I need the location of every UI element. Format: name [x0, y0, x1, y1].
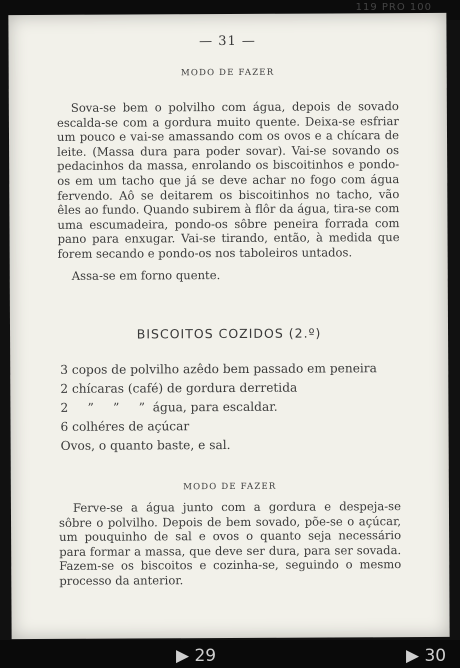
book-page: [8, 13, 449, 639]
frame-number-left: ▶ 29: [176, 646, 217, 666]
film-strip-bottom: [0, 640, 460, 668]
frame-number-right: ▶ 30: [406, 646, 447, 666]
recipe-title: BISCOITOS COZIDOS (2.º): [136, 325, 322, 342]
film-code: 119 PRO 100: [355, 2, 432, 13]
ingredients-list: [60, 359, 377, 456]
ingredient-item: 2 ” ” ” água, para escaldar.: [60, 399, 278, 415]
ingredient-item: 3 copos de polvilho azêdo bem passado em peneira: [60, 361, 377, 377]
ingredient-item: Ovos, o quanto baste, e sal.: [60, 437, 231, 453]
instructions-paragraph-2: Ferve-se a água junto com a gordura e despeja-se sôbre o polvilho. Depois de bem sovado, põe-se o açúcar, um pouquinho de sal e ovos o quanto seja necessário para formar a massa, que deve ser dura, para ser sovada. Fazem-se os biscoitos e cozinha-se, seguindo o mesmo processo da anterior.: [58, 499, 402, 588]
page-number: — 31 —: [199, 33, 256, 50]
instructions-last-line: Assa-se em forno quente.: [71, 268, 221, 283]
ingredient-item: 2 chícaras (café) de gordura derretida: [60, 380, 298, 396]
instructions-paragraph-1: Sova-se bem o polvilho com água, depois de sovado escalda-se com a gordura muito quente. Deixa-se esfriar um pouco e vai-se amassando com os ovos e a chícara de leite. (Massa dura para poder sovar). Vai-se sovando os pedacinhos da massa, enrolando os biscoitinhos e pondo-os em um tacho que já se deve achar no fogo com água fervendo. Aô se deitarem os biscoitinhos no tacho, vão êles ao fundo. Quando subirem à flôr da água, tira-se com uma escumadeira, pondo-os sôbre peneira forrada com pano para enxugar. Vai-se tirando, então, à medida que forem secando e pondo-os nos taboleiros untados.: [56, 99, 400, 261]
ingredient-item: 6 colhéres de açúcar: [60, 419, 190, 434]
section-heading-1: MODO DE FAZER: [180, 67, 275, 79]
section-heading-2: MODO DE FAZER: [183, 481, 277, 493]
